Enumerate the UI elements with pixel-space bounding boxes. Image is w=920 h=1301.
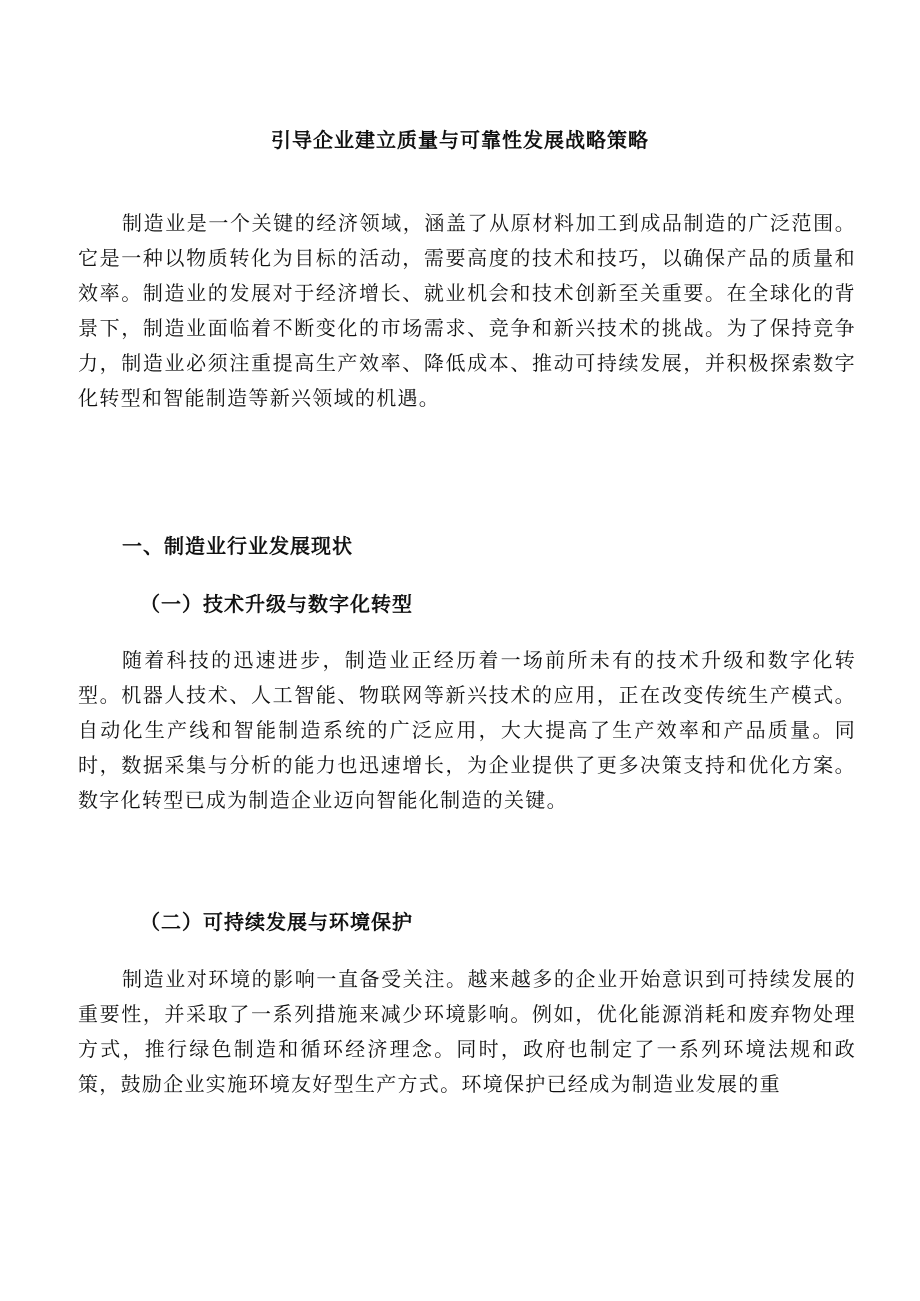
subsection-heading-2: （二）可持续发展与环境保护 [140,910,413,934]
document-title: 引导企业建立质量与可靠性发展战略策略 [271,128,649,152]
subsection-1-paragraph: 随着科技的迅速进步，制造业正经历着一场前所未有的技术升级和数字化转型。机器人技术、人工智能、物联网等新兴技术的应用，正在改变传统生产模式。自动化生产线和智能制造系统的广泛应用，大大提高了生产效率和产品质量。同时，数据采集与分析的能力也迅速增长，为企业提供了更多决策支持和优化方案。数字化转型已成为制造企业迈向智能化制造的关键。 [78,648,856,812]
intro-paragraph: 制造业是一个关键的经济领域，涵盖了从原材料加工到成品制造的广泛范围。它是一种以物质转化为目标的活动，需要高度的技术和技巧，以确保产品的质量和效率。制造业的发展对于经济增长、就业机会和技术创新至关重要。在全球化的背景下，制造业面临着不断变化的市场需求、竞争和新兴技术的挑战。为了保持竞争力，制造业必须注重提高生产效率、降低成本、推动可持续发展，并积极探索数字化转型和智能制造等新兴领域的机遇。 [78,211,856,410]
subsection-heading-1: （一）技术升级与数字化转型 [140,592,413,616]
subsection-2-paragraph: 制造业对环境的影响一直备受关注。越来越多的企业开始意识到可持续发展的重要性，并采取了一系列措施来减少环境影响。例如，优化能源消耗和废弃物处理方式，推行绿色制造和循环经济理念。同时，政府也制定了一系列环境法规和政策，鼓励企业实施环境友好型生产方式。环境保护已经成为制造业发展的重 [78,967,856,1096]
section-heading-1: 一、制造业行业发展现状 [122,534,353,558]
